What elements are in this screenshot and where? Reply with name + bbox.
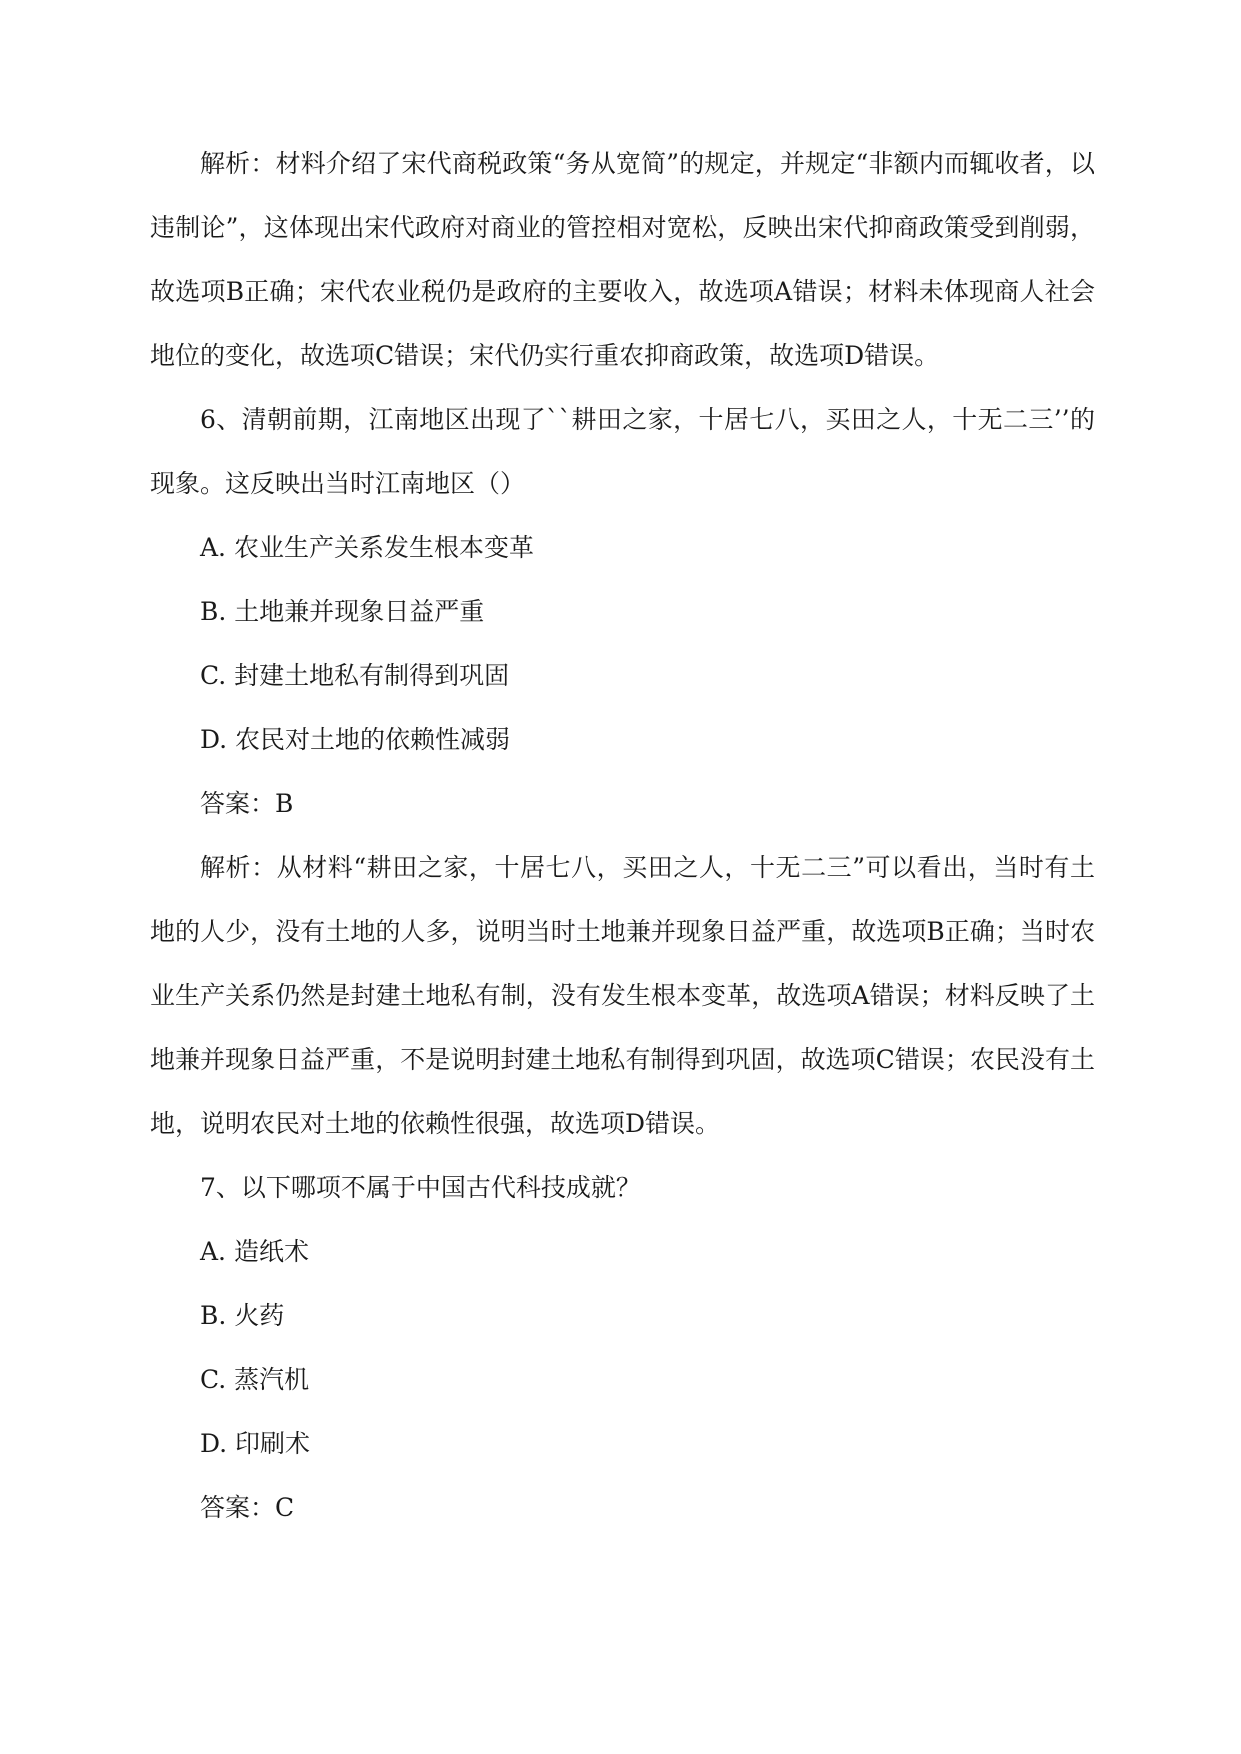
- q6-option-a: A. 农业生产关系发生根本变革: [200, 533, 534, 562]
- q6-option-b: B. 土地兼并现象日益严重: [200, 597, 485, 626]
- q7-option-d: D. 印刷术: [200, 1429, 311, 1458]
- q7-option-b: B. 火药: [200, 1301, 285, 1330]
- q7-answer: 答案：C: [200, 1493, 295, 1522]
- q6-option-d: D. 农民对土地的依赖性减弱: [200, 725, 511, 754]
- q6-answer: 答案：B: [200, 789, 294, 818]
- q7-option-c: C. 蒸汽机: [200, 1365, 310, 1394]
- q6-option-c: C. 封建土地私有制得到巩固: [200, 661, 510, 690]
- analysis-q5: 解析：材料介绍了宋代商税政策“务从宽简”的规定，并规定“非额内而辄收者，以违制论”，这体现出宋代政府对商业的管控相对宽松，反映出宋代抑商政策受到削弱，故选项B正确；宋代农业税仍是政府的主要收入，故选项A错误；材料未体现商人社会地位的变化，故选项C错误；宋代仍实行重农抑商政策，故选项D错误。: [150, 149, 1095, 370]
- question-6-stem: 6、清朝前期，江南地区出现了``耕田之家，十居七八，买田之人，十无二三’’的现象。这反映出当时江南地区（）: [150, 405, 1095, 498]
- question-7-stem: 7、以下哪项不属于中国古代科技成就？: [200, 1173, 641, 1202]
- q7-option-a: A. 造纸术: [200, 1237, 309, 1266]
- analysis-q6: 解析：从材料“耕田之家，十居七八，买田之人，十无二三”可以看出，当时有土地的人少，没有土地的人多，说明当时土地兼并现象日益严重，故选项B正确；当时农业生产关系仍然是封建土地私有制，没有发生根本变革，故选项A错误；材料反映了土地兼并现象日益严重，不是说明封建土地私有制得到巩固，故选项C错误；农民没有土地，说明农民对土地的依赖性很强，故选项D错误。: [150, 853, 1095, 1138]
